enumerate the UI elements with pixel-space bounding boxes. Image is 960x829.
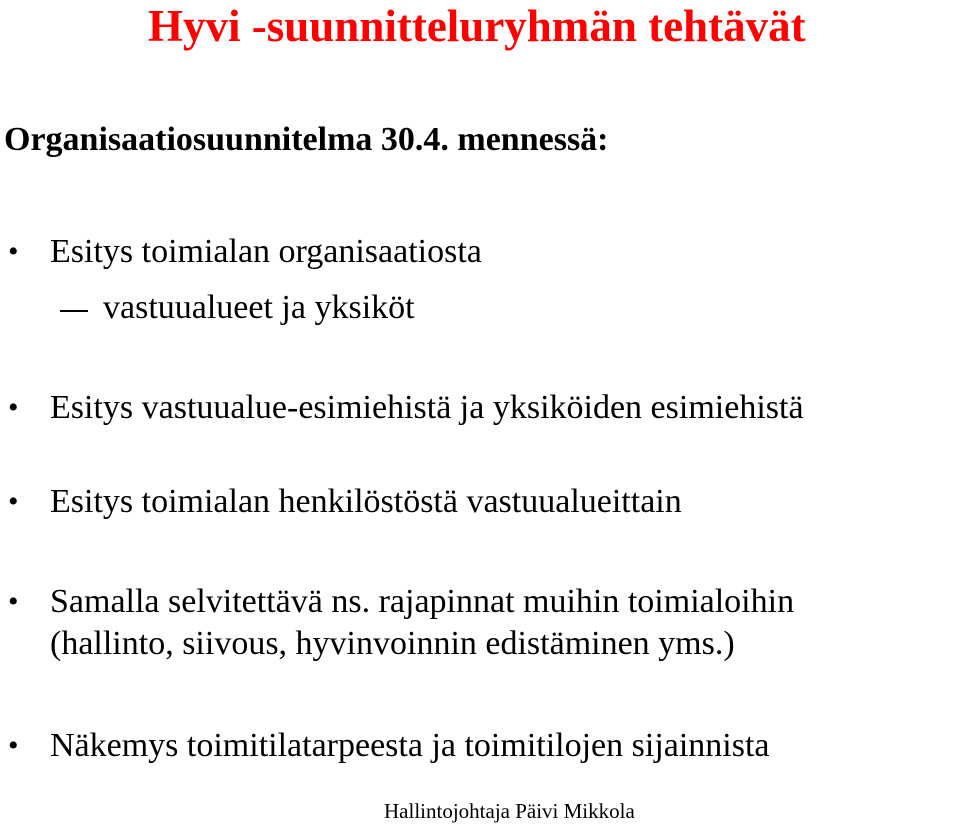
list-item: Esitys vastuualue-esimiehistä ja yksiköiden esimiehistä	[50, 389, 804, 426]
bullet-icon: •	[8, 485, 19, 518]
list-item: Näkemys toimitilatarpeesta ja toimitilojen sijainnista	[50, 727, 770, 764]
list-item: Samalla selvitettävä ns. rajapinnat muihin toimialoihin	[50, 583, 795, 620]
bullet-icon: •	[8, 729, 19, 762]
bullet-icon: •	[8, 585, 19, 618]
list-item-continuation: (hallinto, siivous, hyvinvoinnin edistäminen yms.)	[50, 625, 735, 662]
list-item: Esitys toimialan henkilöstöstä vastuualueittain	[50, 483, 682, 520]
list-item: Esitys toimialan organisaatiosta	[50, 233, 482, 270]
dash-icon	[60, 310, 88, 312]
slide-subtitle: Organisaatiosuunnitelma 30.4. mennessä:	[4, 121, 609, 158]
bullet-icon: •	[8, 391, 19, 424]
slide-footer: Hallintojohtaja Päivi Mikkola	[384, 799, 635, 823]
slide-title: Hyvi -suunnitteluryhmän tehtävät	[148, 1, 806, 51]
list-subitem: vastuualueet ja yksiköt	[103, 289, 415, 326]
bullet-icon: •	[8, 235, 19, 268]
